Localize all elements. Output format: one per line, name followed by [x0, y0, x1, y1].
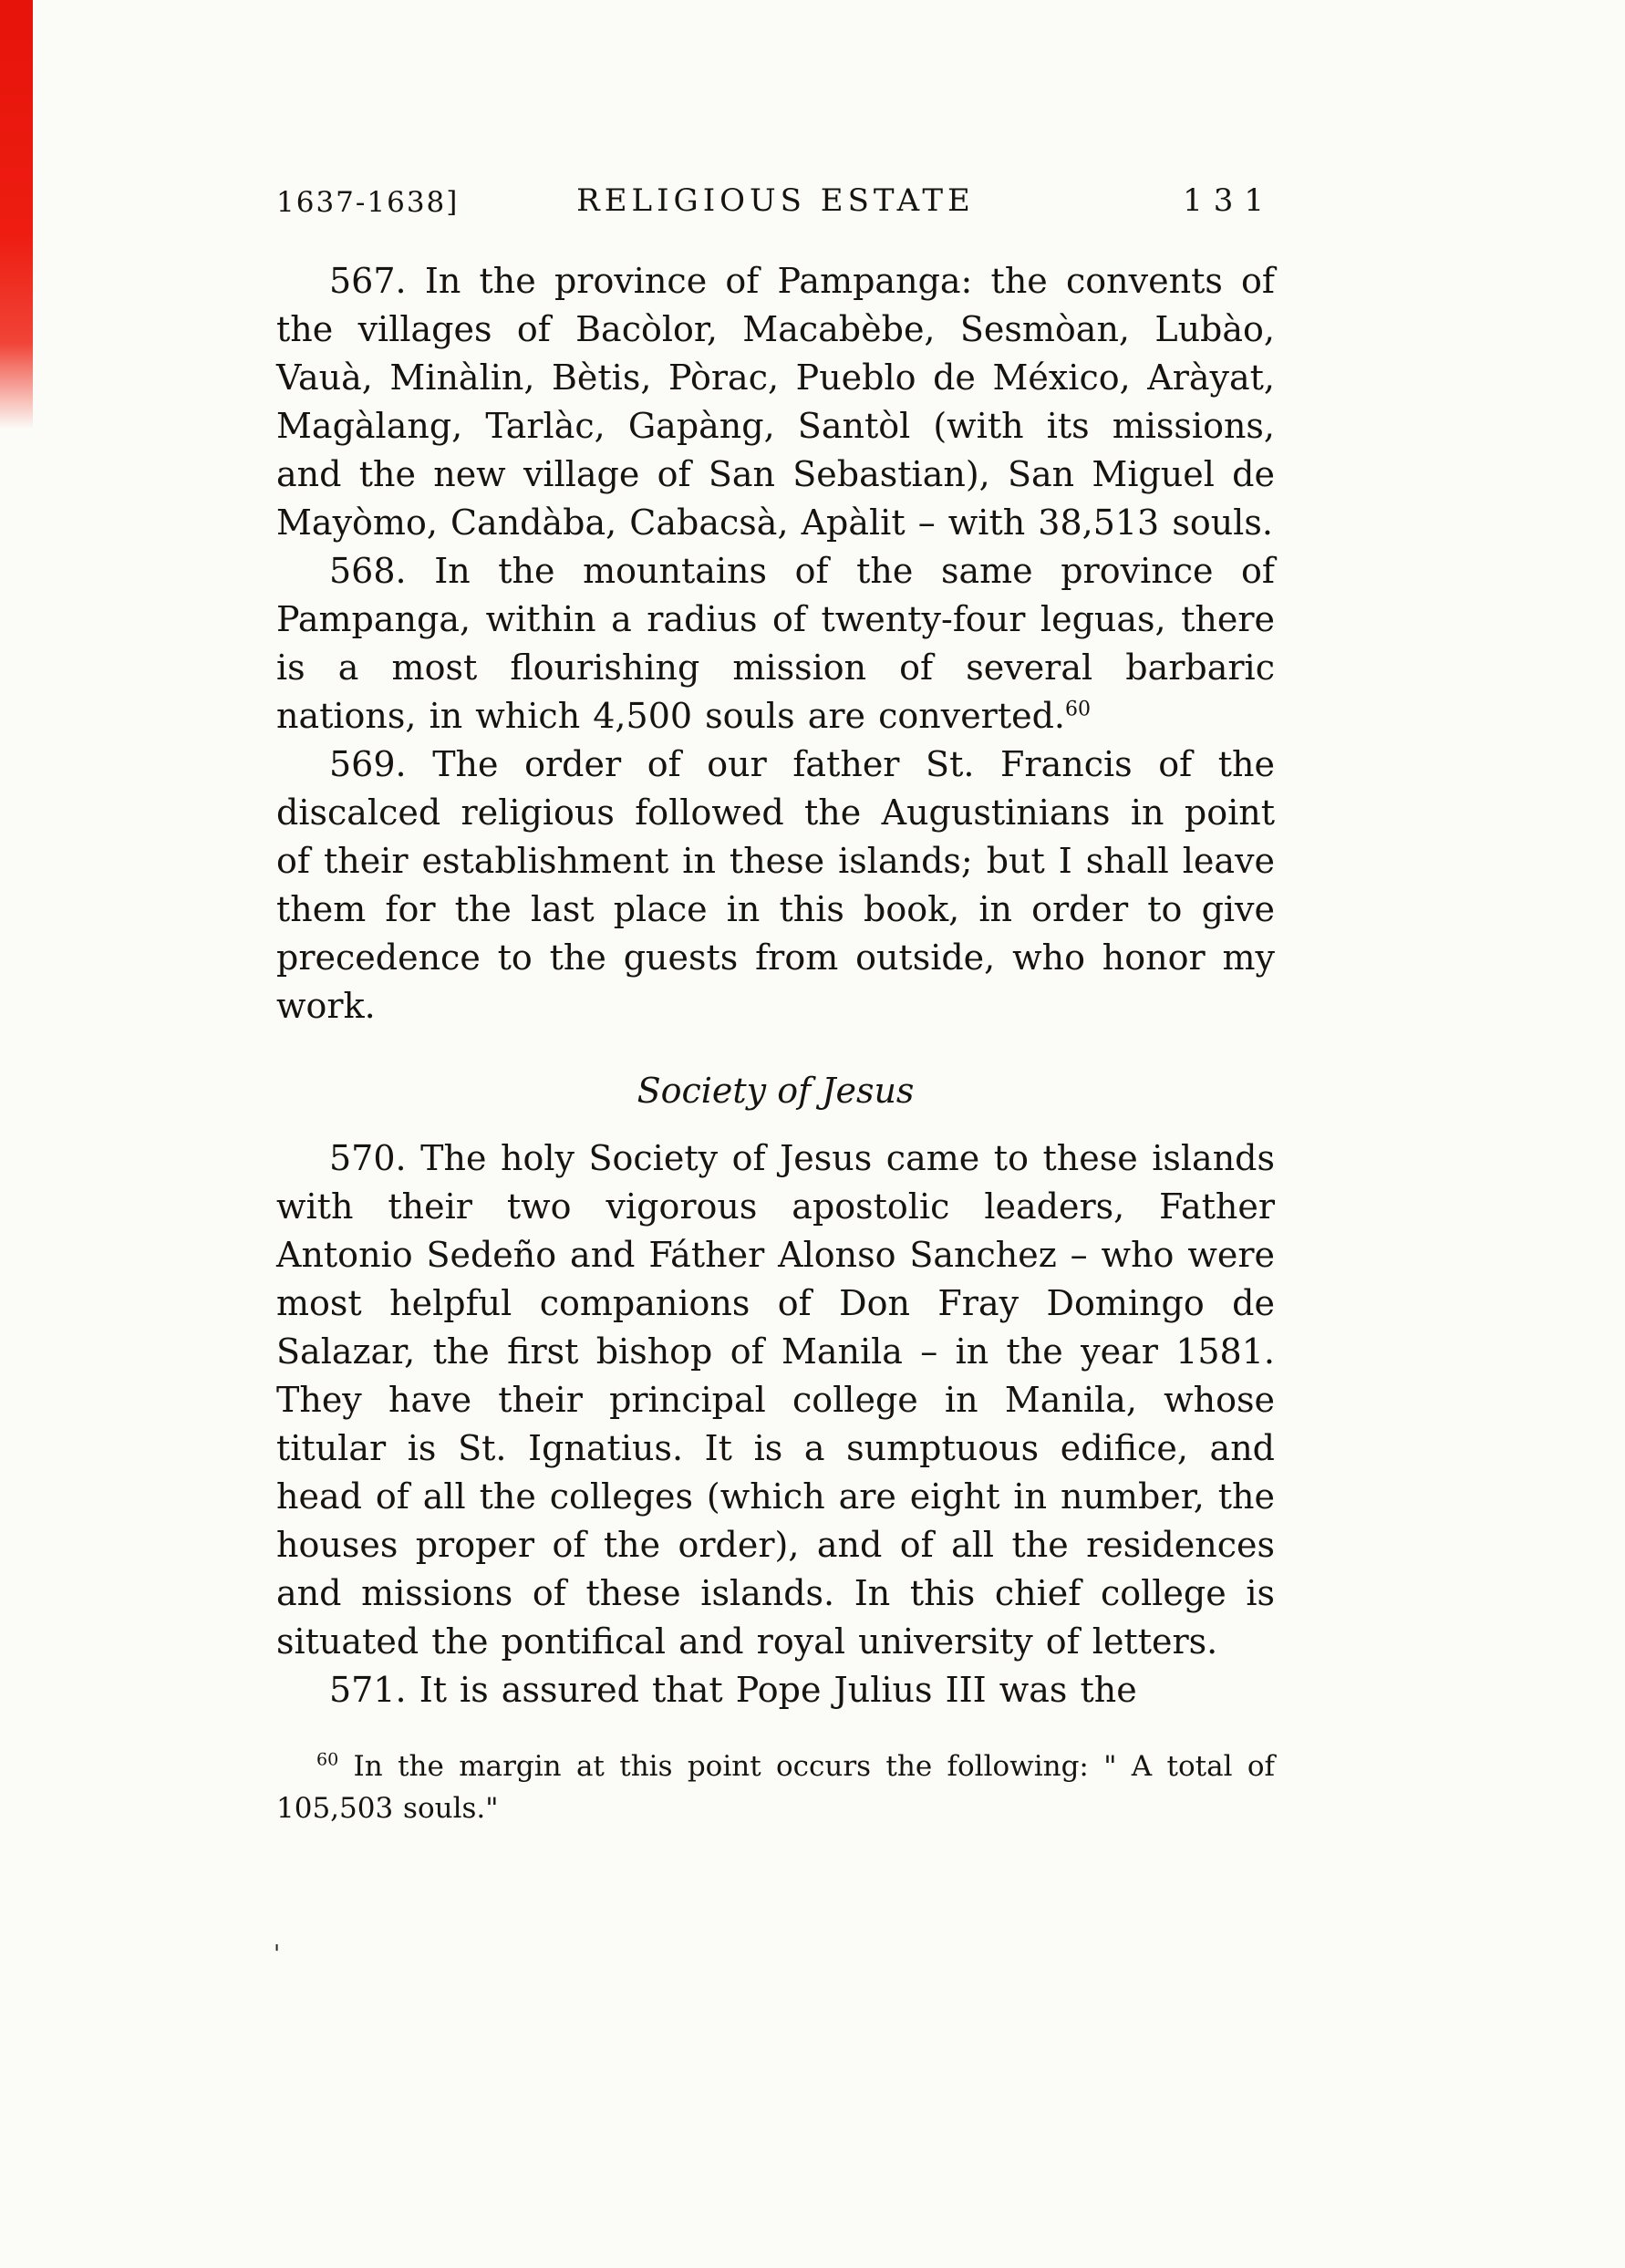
footnote-marker: 60	[316, 1749, 339, 1770]
page-header	[276, 182, 1275, 224]
scan-speck-artifact: '	[274, 1941, 281, 1968]
scan-red-stripe-artifact	[0, 0, 33, 429]
footnote-reference-60: 60	[1065, 698, 1092, 721]
section-heading-society-of-jesus: Society of Jesus	[637, 1071, 915, 1111]
footnote-text: In the margin at this point occurs the following: " A total of 105,503 souls."	[276, 1750, 1275, 1825]
paragraph-567: 567. In the province of Pampanga: the convents of the villages of Bacòlor, Macabèbe, Sesmòan, Lubào, Vauà, Minàlin, Bètis, Pòrac, Pueblo de México, Aràyat, Magàlang, Tarlàc, Gapàng, Santòl (with its missions, and the new village of San Sebastian), San Miguel de Mayòmo, Candàba, Cabacsà, Apàlit – with 38,513 souls.	[276, 261, 1275, 543]
paragraph-568	[276, 547, 1275, 740]
header-year-range: 1637-1638]	[276, 186, 460, 219]
footnote-60	[276, 1745, 1275, 1829]
running-title: RELIGIOUS ESTATE	[576, 182, 975, 219]
paragraph-570: 570. The holy Society of Jesus came to these islands with their two vigorous apostolic leaders, Father Antonio Sedeño and Fáther Alonso Sanchez – who were most helpful companions of Don Fray Domingo de Salazar, the first bishop of Manila – in the year 1581. They have their principal college in Manila, whose titular is St. Ignatius. It is a sumptuous edifice, and head of all the colleges (which are eight in number, the houses proper of the order), and of all the residences and missions of these islands. In this chief college is situated the pontifical and royal university of letters.	[276, 1138, 1275, 1662]
page-content	[276, 182, 1275, 1829]
paragraph-569: 569. The order of our father St. Francis of the discalced religious followed the Augustinians in point of their establishment in these islands; but I shall leave them for the last place in this book, in order to give precedence to the guests from outside, who honor my work.	[276, 744, 1275, 1026]
paragraph-568-text: 568. In the mountains of the same province of Pampanga, within a radius of twenty-four leguas, there is a most flourishing mission of several barbaric nations, in which 4,500 souls are converted.	[276, 551, 1275, 736]
paragraph-571: 571. It is assured that Pope Julius III was the	[329, 1670, 1137, 1710]
page-number: 131	[1183, 182, 1275, 219]
